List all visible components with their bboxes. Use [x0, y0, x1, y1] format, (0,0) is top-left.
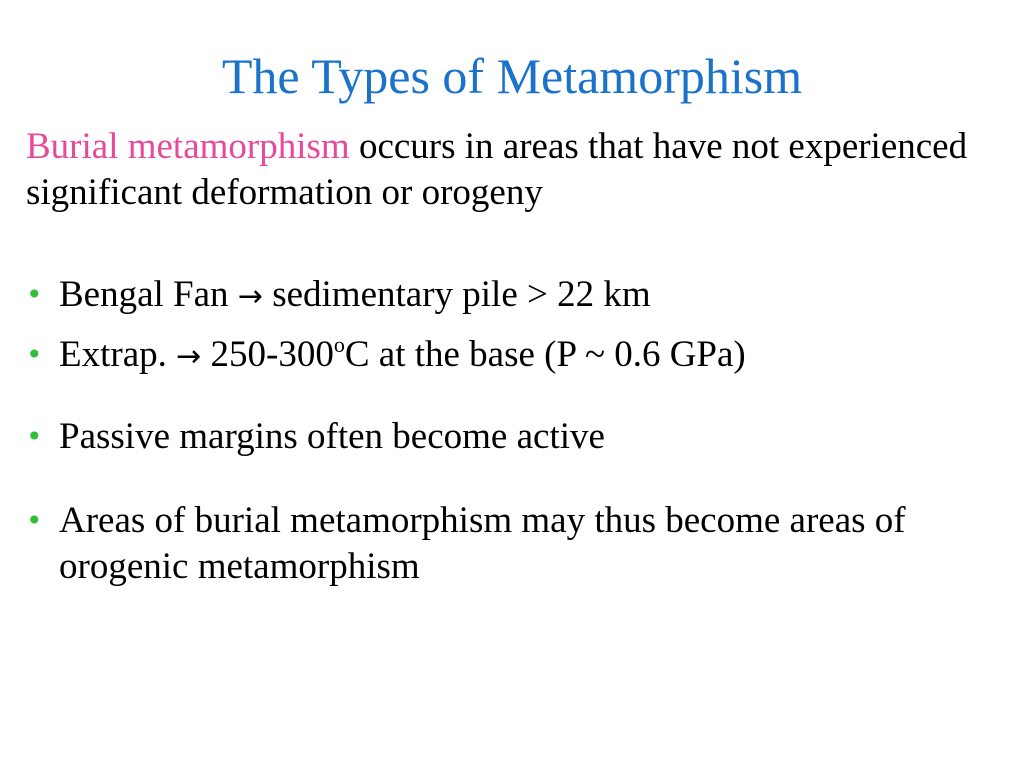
degree-superscript: o	[333, 332, 345, 357]
bullet-text-part: Bengal Fan	[59, 274, 238, 315]
intro-text: occurs in areas that have not experienced significant deformation or orogeny	[26, 126, 968, 213]
intro-paragraph	[26, 124, 1006, 216]
bullet-text: Areas of burial metamorphism may thus become areas of orogenic metamorphism	[59, 500, 906, 587]
bullet-text: Passive margins often become active	[59, 416, 605, 457]
bullet-text-part: 250-300	[201, 334, 334, 375]
bullet-icon: •	[26, 278, 43, 311]
intro-highlight: Burial metamorphism	[26, 126, 350, 167]
bullet-text-part: sedimentary pile > 22 km	[262, 274, 651, 315]
bullet-text-part: Extrap.	[59, 334, 177, 375]
right-arrow-icon: →	[176, 339, 202, 374]
bullet-icon: •	[26, 338, 43, 371]
right-arrow-icon: →	[237, 279, 263, 314]
bullet-text	[59, 272, 979, 320]
bullet-text	[59, 332, 979, 380]
slide-title: The Types of Metamorphism	[221, 48, 803, 104]
bullet-text-part: C at the base (P ~ 0.6 GPa)	[344, 334, 746, 375]
bullet-icon: •	[26, 420, 43, 453]
bullet-icon: •	[26, 504, 43, 537]
